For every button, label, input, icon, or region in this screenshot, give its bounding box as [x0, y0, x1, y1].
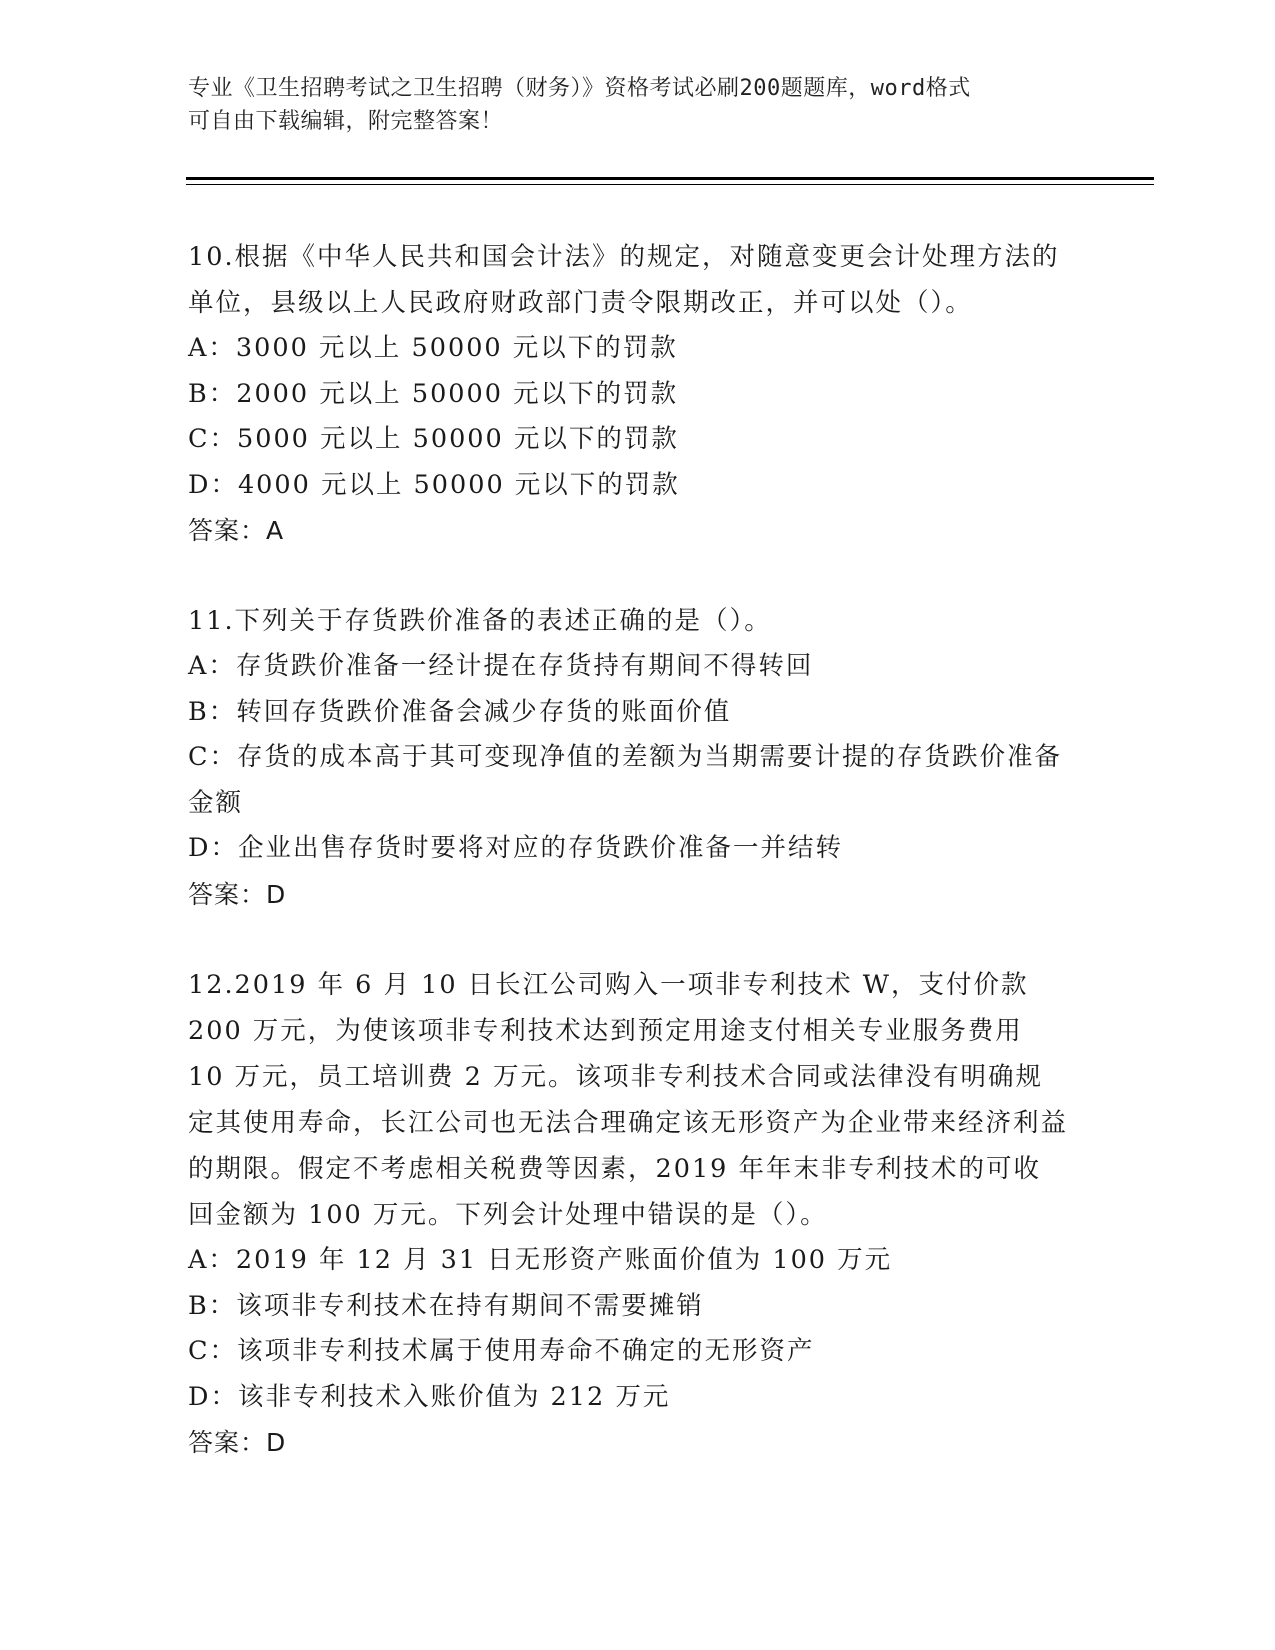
question-text: 10.根据《中华人民共和国会计法》的规定，对随意变更会计处理方法的单位，县级以上人民政府财政部门责令限期改正，并可以处（）。: [188, 242, 1060, 318]
option-a: A：存货跌价准备一经计提在存货持有期间不得转回: [188, 651, 814, 681]
option-a: A：2019 年 12 月 31 日无形资产账面价值为 100 万元: [188, 1245, 893, 1275]
answer: 答案：D: [188, 879, 287, 909]
header-divider-thick: [186, 177, 1154, 180]
question-11: [188, 598, 1068, 918]
option-b: B：2000 元以上 50000 元以下的罚款: [188, 378, 679, 409]
question-10: [188, 234, 1068, 554]
option-c: C：存货的成本高于其可变现净值的差额为当期需要计提的存货跌价准备金额: [188, 742, 1063, 818]
option-c: C：5000 元以上 50000 元以下的罚款: [188, 424, 679, 454]
option-d: D：该非专利技术入账价值为 212 万元: [188, 1381, 671, 1412]
document-header: [188, 72, 1068, 138]
option-a: A：3000 元以上 50000 元以下的罚款: [188, 333, 678, 363]
header-line-2: 可自由下载编辑，附完整答案！: [188, 109, 504, 134]
header-line-1: 专业《卫生招聘考试之卫生招聘（财务）》资格考试必刷200题题库，word格式: [188, 76, 971, 101]
answer: 答案：D: [188, 1428, 287, 1457]
question-text: 11.下列关于存货跌价准备的表述正确的是（）。: [188, 606, 772, 636]
option-b: B：转回存货跌价准备会减少存货的账面价值: [188, 696, 732, 727]
question-text: 12.2019 年 6 月 10 日长江公司购入一项非专利技术 W，支付价款 200 万元，为使该项非专利技术达到预定用途支付相关专业服务费用 10 万元，员工培训费 2 万元。该项非专利技术合同或法律没有明确规定其使用寿命，长江公司也无法合理确定该无形资产为企业带来经济利益的期限。假定不考虑相关税费等因素，2019 年年末非专利技术的可收回金额为 100 万元。下列会计处理中错误的是（）。: [188, 970, 1069, 1230]
option-d: D：企业出售存货时要将对应的存货跌价准备一并结转: [188, 833, 843, 863]
question-12: [188, 962, 1068, 1466]
answer: 答案：A: [188, 516, 285, 545]
header-divider-thin: [186, 184, 1154, 185]
option-c: C：该项非专利技术属于使用寿命不确定的无形资产: [188, 1336, 815, 1366]
option-d: D：4000 元以上 50000 元以下的罚款: [188, 469, 680, 500]
option-b: B：该项非专利技术在持有期间不需要摊销: [188, 1290, 704, 1321]
